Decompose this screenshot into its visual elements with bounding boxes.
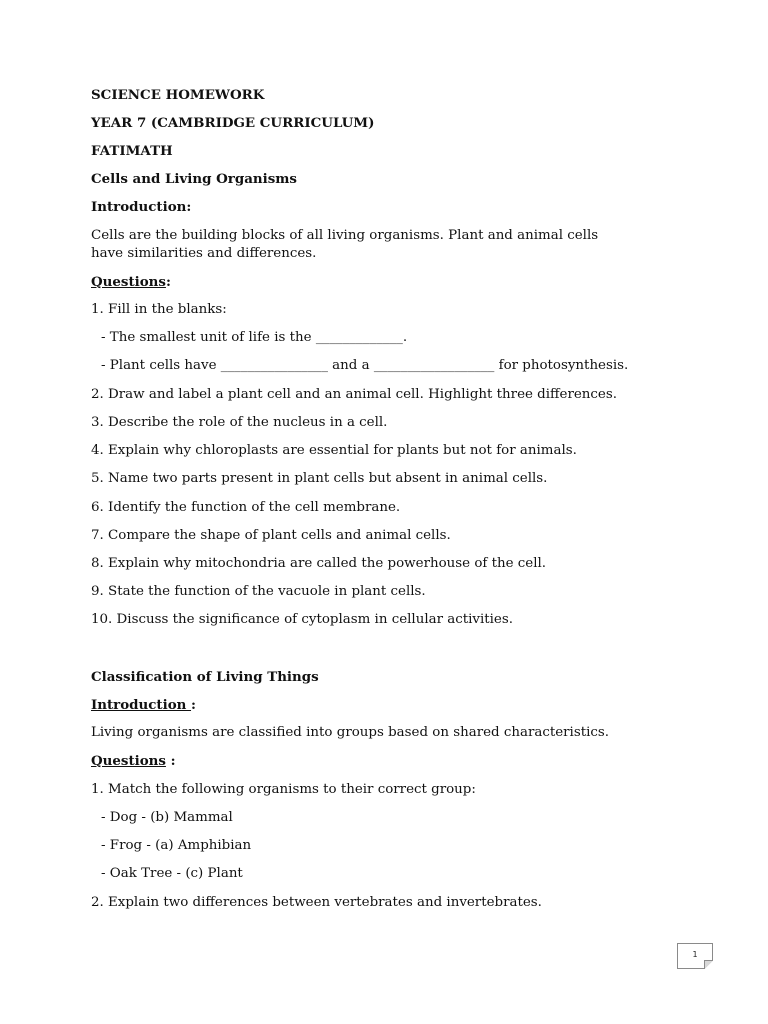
question-9: 9. State the function of the vacuole in plant cells. (91, 584, 426, 599)
question-4: 4. Explain why chloroplasts are essential for plants but not for animals. (91, 443, 577, 458)
intro-label-cells: Introduction: (91, 199, 192, 215)
student-name: FATIMATH (91, 143, 173, 159)
classification-question-2: 2. Explain two differences between vertebrates and invertebrates. (91, 895, 542, 910)
page-fold-icon (704, 960, 713, 969)
document-title: SCIENCE HOMEWORK (91, 87, 265, 103)
question-5: 5. Name two parts present in plant cells but absent in animal cells. (91, 471, 548, 486)
question-3: 3. Describe the role of the nucleus in a cell. (91, 415, 388, 430)
questions-label-cells (91, 273, 171, 291)
question-1b: - Plant cells have ________________ and a __________________ for photosynthesis. (101, 358, 629, 373)
classification-question-1a: - Dog - (b) Mammal (101, 810, 233, 825)
intro-text-cells: Cells are the building blocks of all living organisms. Plant and animal cells have similarities and differences. (91, 228, 599, 261)
question-2: 2. Draw and label a plant cell and an animal cell. Highlight three differences. (91, 387, 617, 402)
question-10: 10. Discuss the significance of cytoplasm in cellular activities. (91, 612, 513, 627)
classification-question-1b: - Frog - (a) Amphibian (101, 838, 252, 853)
intro-label-classification (91, 696, 196, 714)
question-7: 7. Compare the shape of plant cells and animal cells. (91, 528, 451, 543)
section-heading-cells: Cells and Living Organisms (91, 171, 297, 187)
questions-label-classification (91, 752, 176, 770)
questions-label-text: Questions (91, 274, 166, 290)
questions-label-colon-2: : (165, 753, 176, 769)
intro-label-text: Introduction (91, 697, 192, 713)
year-label: YEAR 7 (CAMBRIDGE CURRICULUM) (91, 115, 375, 131)
questions-label-colon: : (165, 274, 171, 290)
question-1: 1. Fill in the blanks: (91, 302, 227, 317)
page-number: 1 (692, 950, 698, 959)
intro-text-classification: Living organisms are classified into groups based on shared characteristics. (91, 725, 610, 740)
question-8: 8. Explain why mitochondria are called the powerhouse of the cell. (91, 556, 547, 571)
page-number-box (677, 943, 713, 969)
question-6: 6. Identify the function of the cell membrane. (91, 500, 401, 515)
intro-label-colon: : (191, 697, 196, 713)
section-heading-classification: Classification of Living Things (91, 669, 319, 685)
classification-question-1c: - Oak Tree - (c) Plant (101, 866, 243, 881)
question-1a: - The smallest unit of life is the _____________. (101, 330, 408, 345)
classification-question-1: 1. Match the following organisms to their correct group: (91, 782, 476, 797)
questions-label-text-2: Questions (91, 753, 166, 769)
